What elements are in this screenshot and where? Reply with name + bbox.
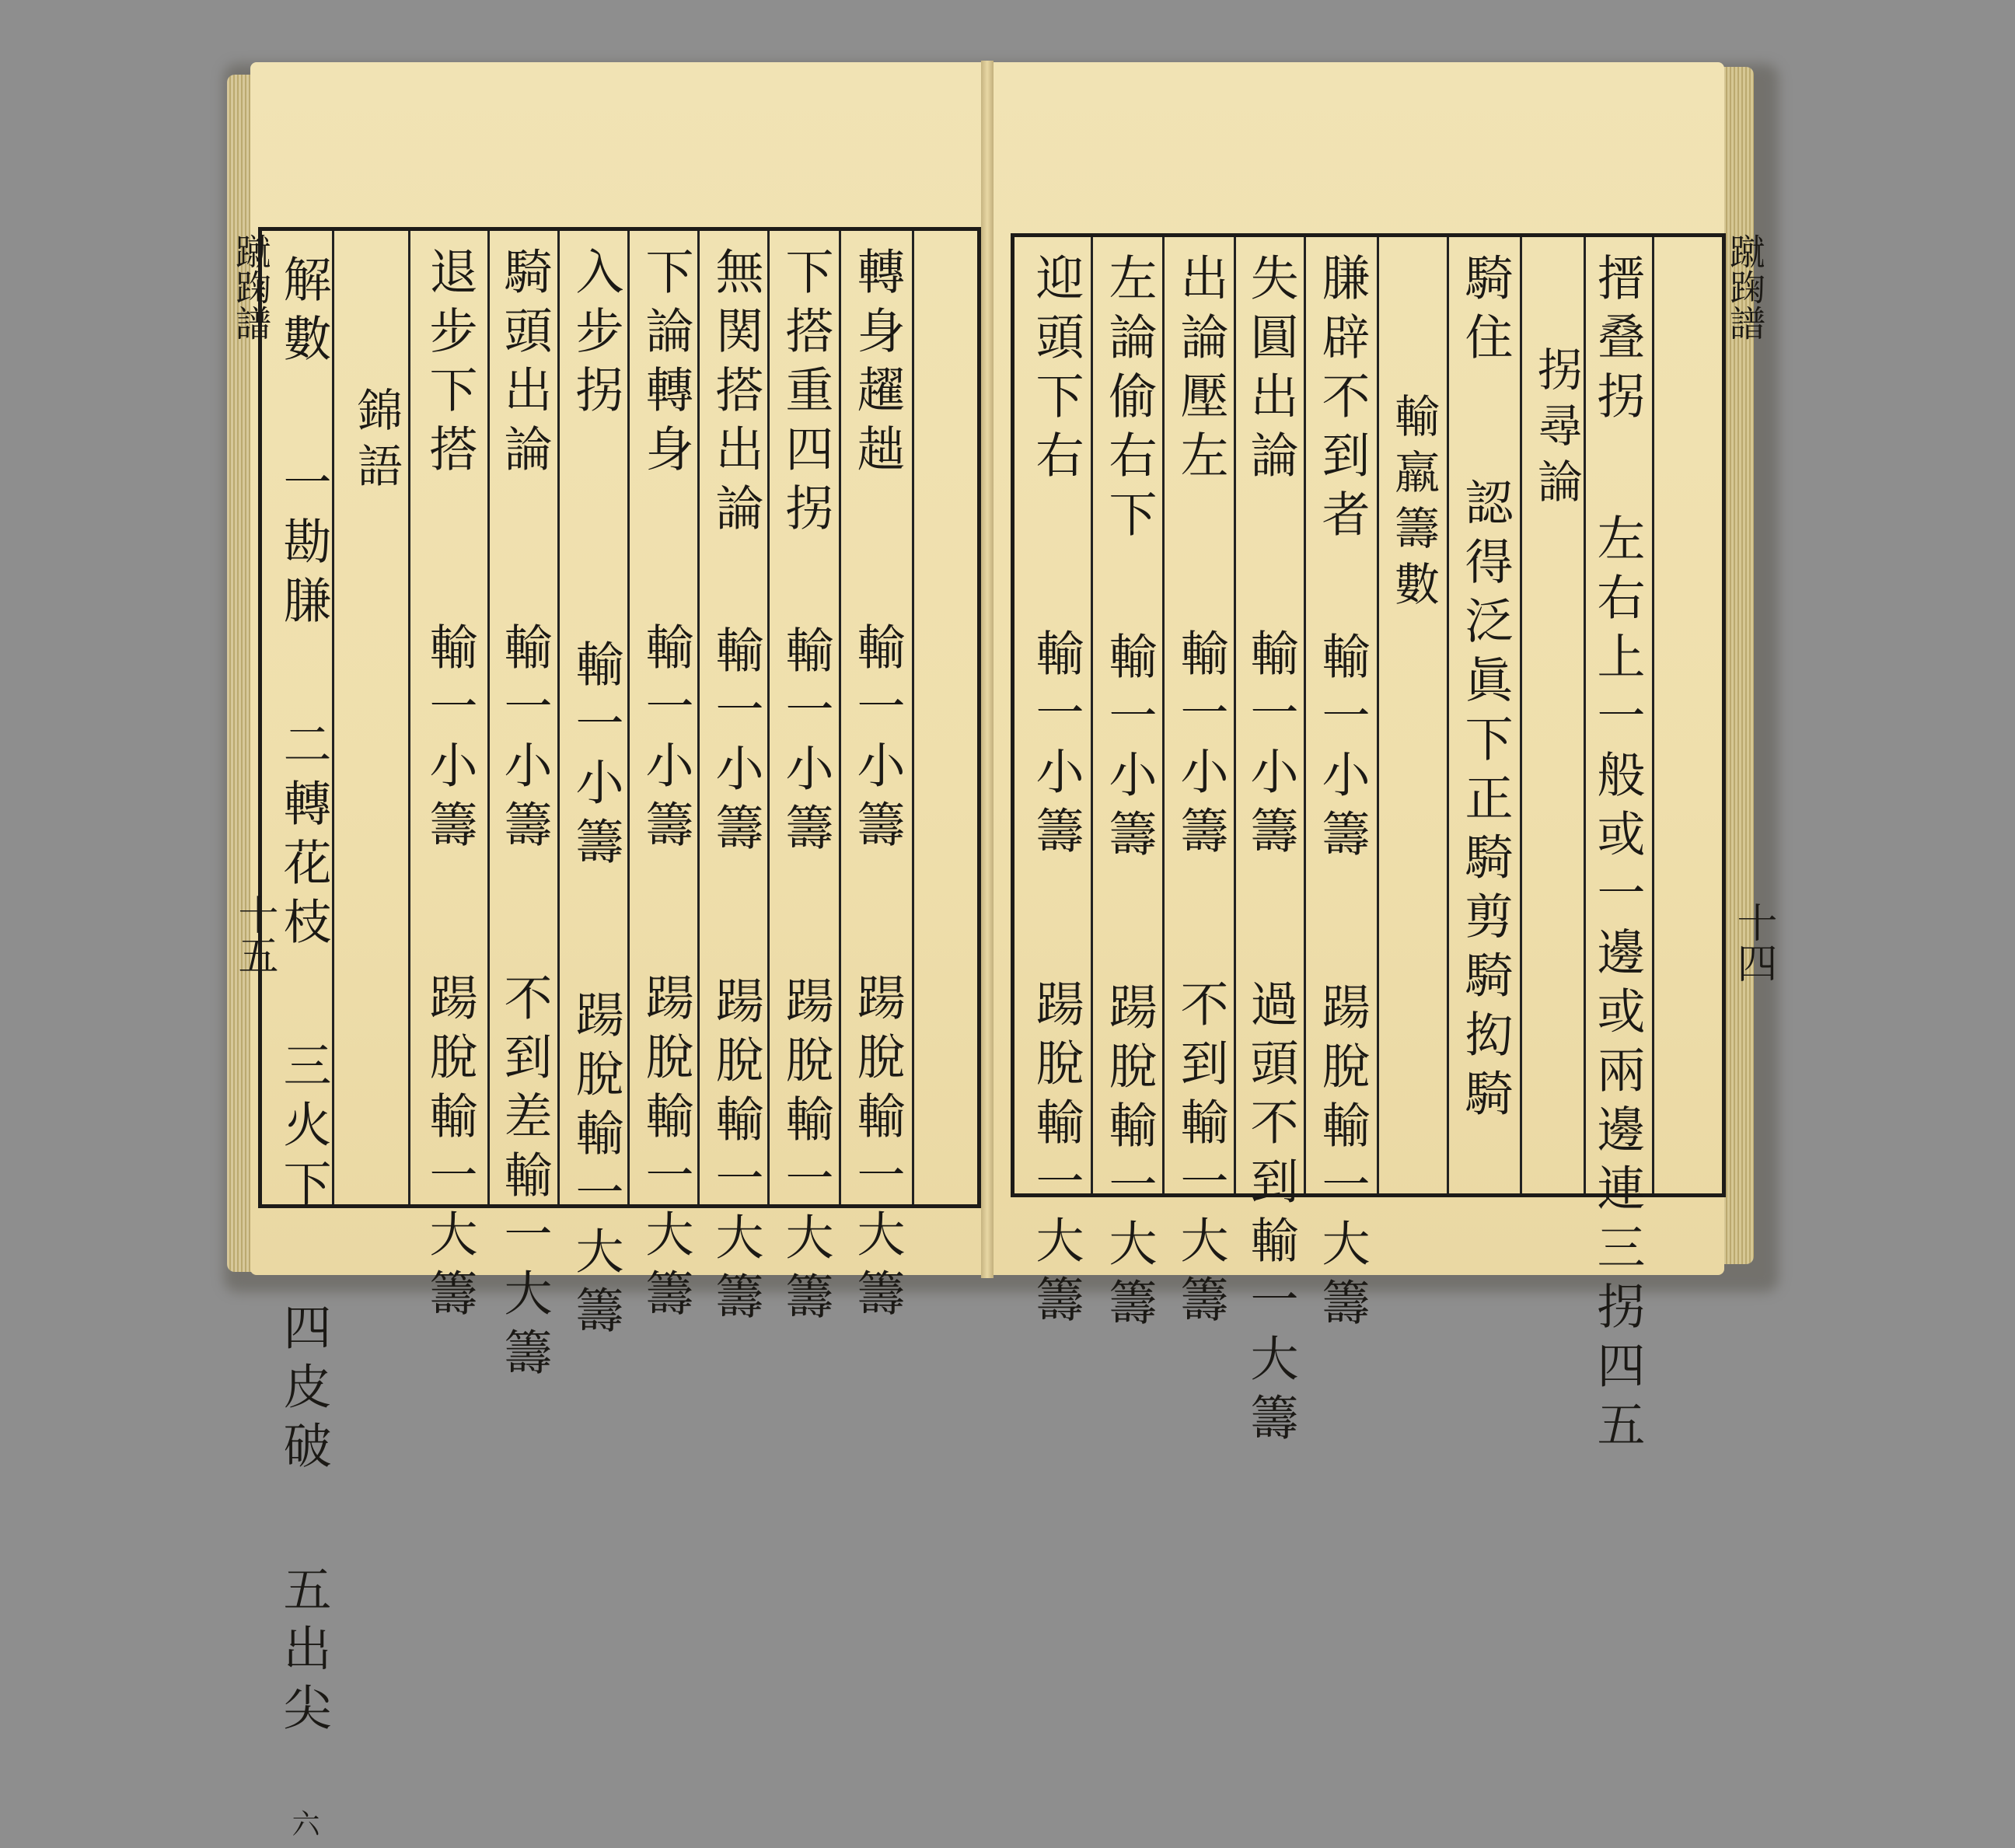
left-text-frame: [258, 227, 981, 1848]
book-gutter: [981, 61, 994, 1278]
right-col-5: 膁辟不到者 輸一小籌 踼脫輸一大籌: [1314, 253, 1371, 1336]
right-page-number: 十四: [1730, 902, 1776, 983]
left-col-8: 錦語: [350, 386, 403, 498]
left-fold-title: 蹴踘譜: [230, 233, 272, 341]
right-col-3: 騎住 認得泛眞下正騎剪騎抝騎: [1457, 253, 1514, 1127]
right-text-frame: [1011, 233, 1726, 1458]
right-col-4: 輸羸籌數: [1387, 393, 1440, 617]
right-col-2: 拐尋論: [1530, 346, 1583, 514]
left-col-5: 入步拐 輸一小籌 踼脫輸一大籌: [567, 246, 624, 1344]
right-fold-title: 蹴踘譜: [1724, 233, 1766, 341]
left-col-4: 下論轉身 輸一小籌 踼脫輸一大籌: [637, 246, 694, 1327]
left-col-3: 無関搭出論 輸一小籌 踼脫輸一大籌: [707, 246, 764, 1330]
left-col-7: 退步下搭 輸一小籌 踼脫輸一大籌: [421, 246, 478, 1327]
right-col-6: 失圓出論 輸一小籌 過頭不到輸一大籌: [1242, 253, 1299, 1452]
right-col-1: 搢叠拐 左右上一般或一邊或兩邊連三拐四五: [1589, 253, 1646, 1458]
right-col-9: 迎頭下右 輸一小籌 踼脫輸一大籌: [1028, 253, 1084, 1333]
left-col-1: 轉身趯趉 輸一小籌 踼脫輸一大籌: [849, 246, 906, 1327]
left-col-9: 解數 一勘膁 二轉花枝 三火下 四皮破 五出尖 六: [275, 254, 332, 1848]
right-col-7: 出論壓左 輸一小籌 不到輸一大籌: [1172, 253, 1229, 1333]
left-col-6: 騎頭出論 輸一小籌 不到差輸一大籌: [496, 246, 553, 1386]
left-col-2: 下搭重四拐 輸一小籌 踼脫輸一大籌: [777, 246, 834, 1330]
left-page-number: 十五: [231, 894, 278, 975]
right-col-8: 左論偷右下 輸一小籌 踼脫輸一大籌: [1101, 253, 1158, 1336]
